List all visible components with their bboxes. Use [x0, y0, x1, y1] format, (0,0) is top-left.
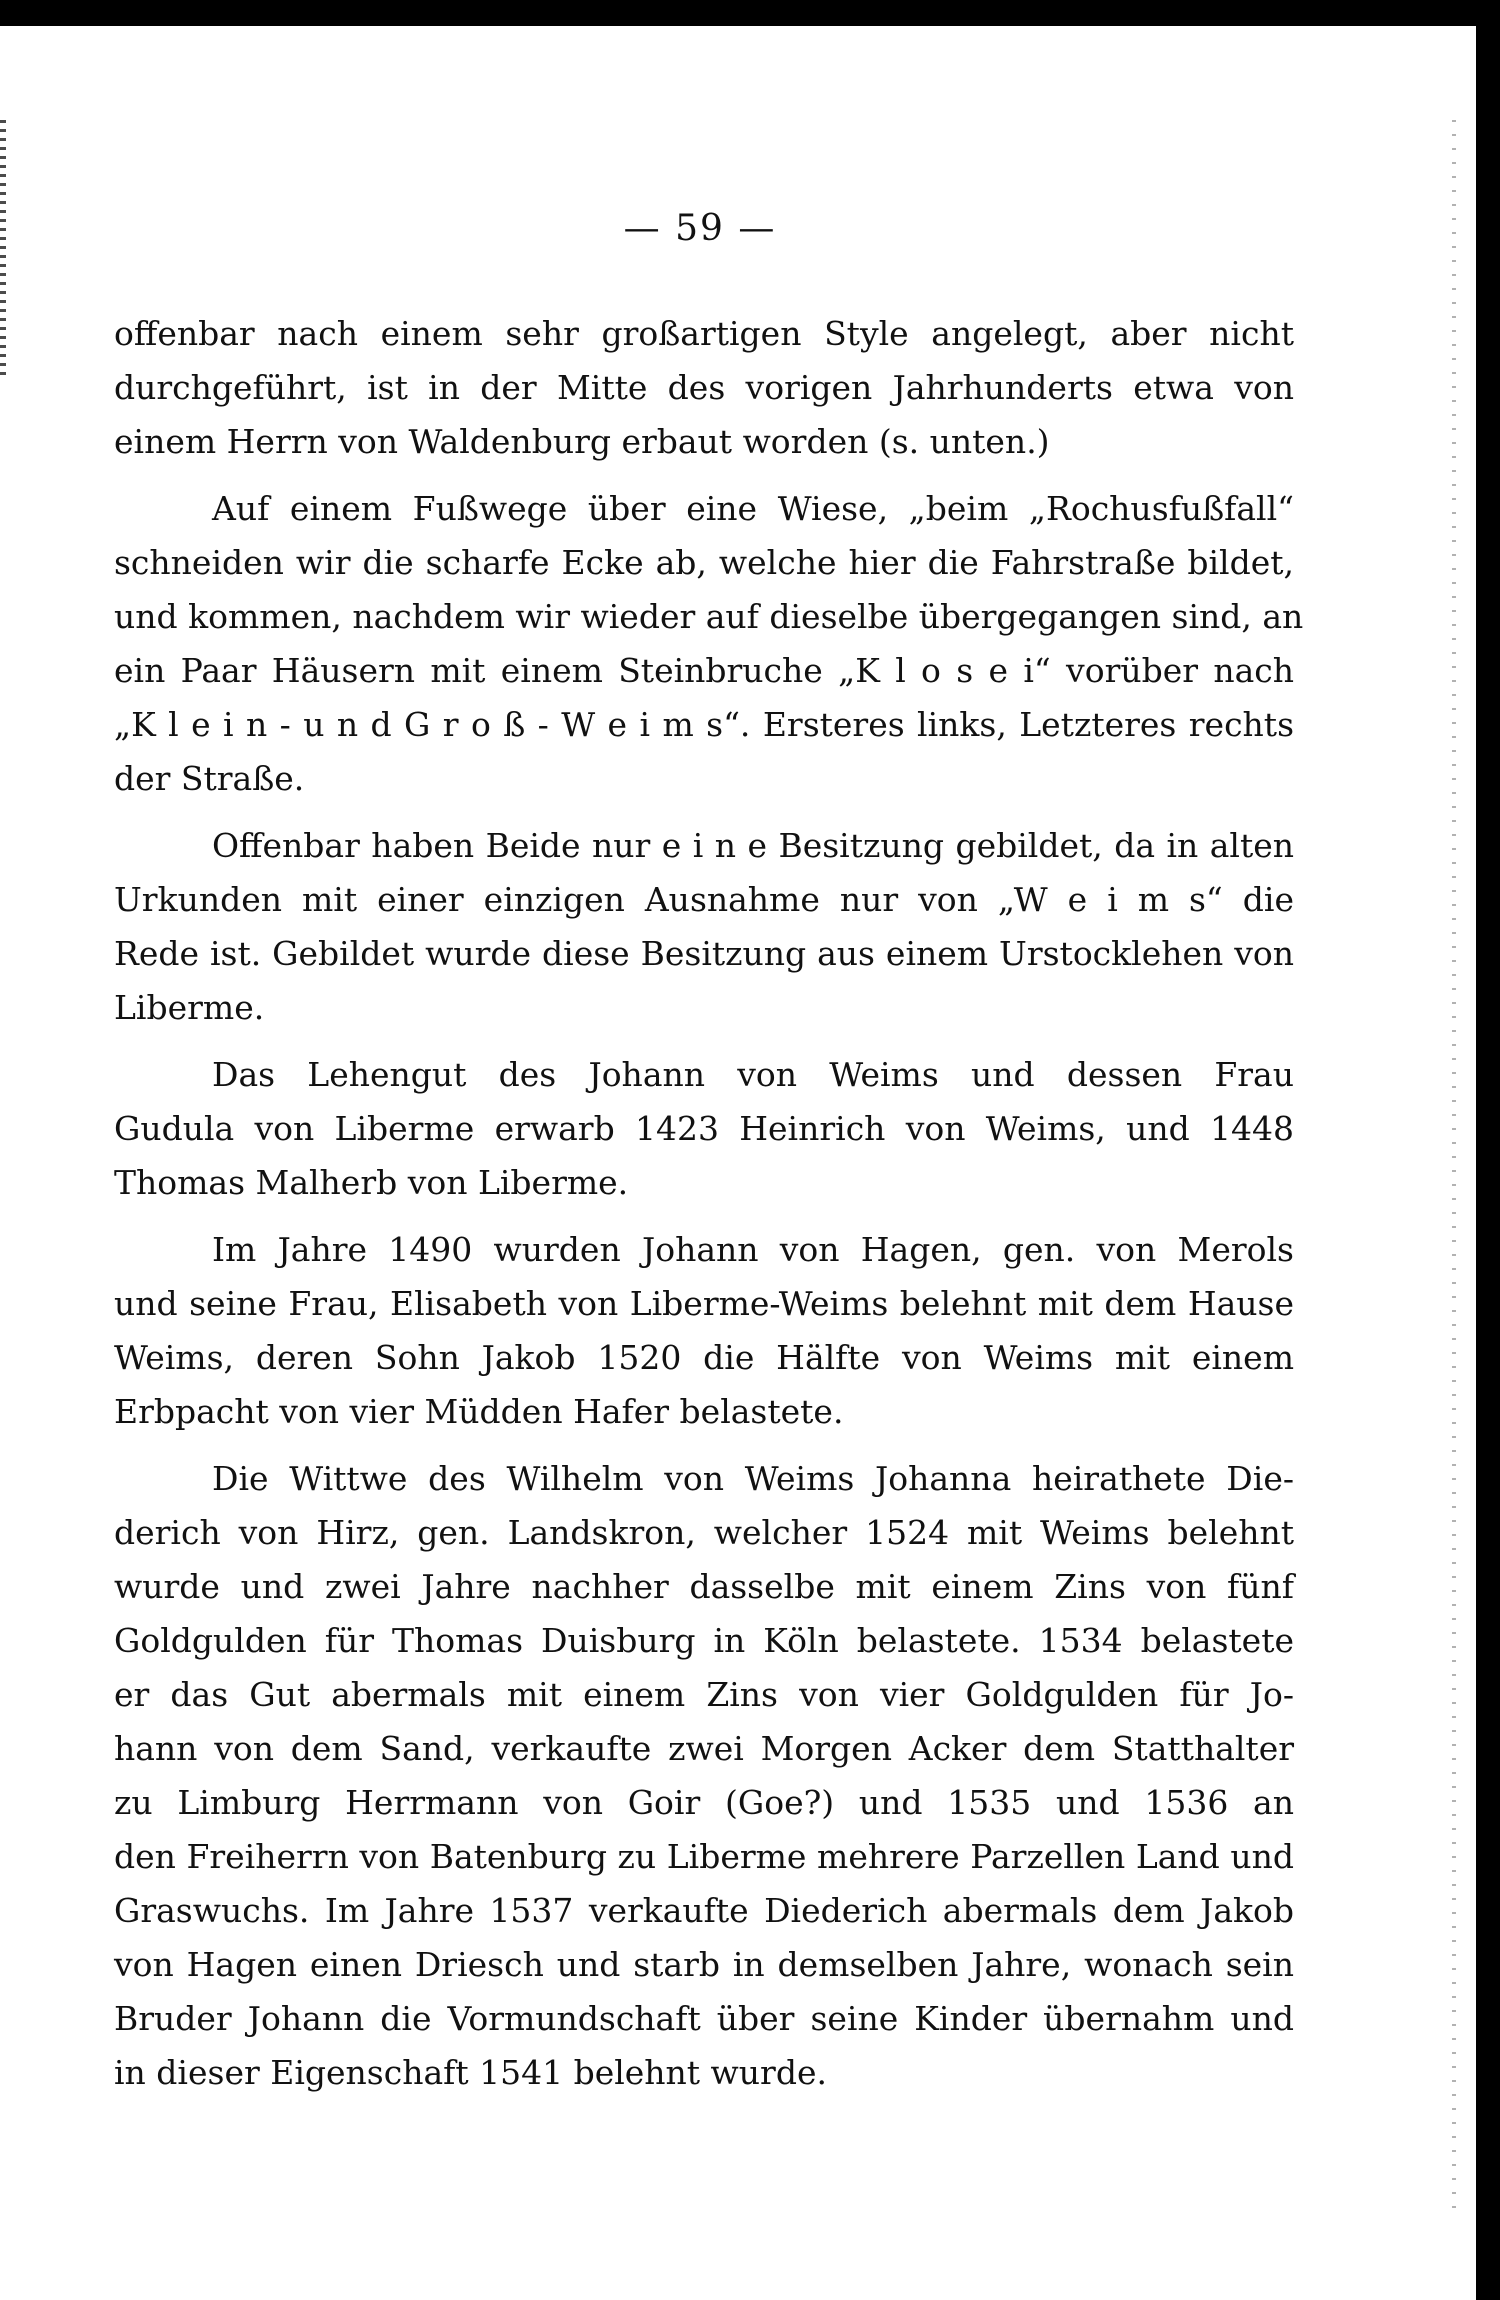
- text-line: Graswuchs. Im Jahre 1537 verkaufte Diederich abermals dem Jakob: [114, 1891, 1294, 1930]
- text-line: Auf einem Fußwege über eine Wiese, „beim „Rochusfußfall“: [212, 489, 1294, 528]
- scan-edge-marks-right: [1452, 120, 1456, 2220]
- text-line: Liberme.: [114, 988, 265, 1027]
- text-line: er das Gut abermals mit einem Zins von vier Goldgulden für Jo-: [114, 1675, 1294, 1714]
- text-line: zu Limburg Herrmann von Goir (Goe?) und 1535 und 1536 an: [114, 1783, 1294, 1822]
- body-text: [114, 307, 1304, 2100]
- text-line: in dieser Eigenschaft 1541 belehnt wurde.: [114, 2053, 827, 2092]
- text-line: und seine Frau, Elisabeth von Liberme-Weims belehnt mit dem Hause: [114, 1284, 1294, 1323]
- text-line: ein Paar Häusern mit einem Steinbruche „K l o s e i“ vorüber nach: [114, 651, 1294, 690]
- text-line: Offenbar haben Beide nur e i n e Besitzung gebildet, da in alten: [212, 826, 1294, 865]
- scan-edge-marks-left: [0, 120, 6, 380]
- text-line: Das Lehengut des Johann von Weims und dessen Frau: [212, 1055, 1294, 1094]
- paragraph: [114, 1223, 1294, 1439]
- text-line: Erbpacht von vier Müdden Hafer belastete.: [114, 1392, 844, 1431]
- text-line: Rede ist. Gebildet wurde diese Besitzung aus einem Urstocklehen von: [114, 934, 1294, 973]
- text-line: Die Wittwe des Wilhelm von Weims Johanna heirathete Die-: [212, 1459, 1294, 1498]
- text-line: Thomas Malherb von Liberme.: [114, 1163, 629, 1202]
- text-line: Bruder Johann die Vormundschaft über seine Kinder übernahm und: [114, 1999, 1294, 2038]
- text-line: hann von dem Sand, verkaufte zwei Morgen Acker dem Statthalter: [114, 1729, 1294, 1768]
- text-line: Goldgulden für Thomas Duisburg in Köln belastete. 1534 belastete: [114, 1621, 1294, 1660]
- text-line: Urkunden mit einer einzigen Ausnahme nur von „W e i m s“ die: [114, 880, 1294, 919]
- text-line: den Freiherrn von Batenburg zu Liberme mehrere Parzellen Land und: [114, 1837, 1294, 1876]
- text-line: Im Jahre 1490 wurden Johann von Hagen, gen. von Merols: [212, 1230, 1294, 1269]
- scan-border-right: [1476, 0, 1500, 2300]
- text-line: derich von Hirz, gen. Landskron, welcher 1524 mit Weims belehnt: [114, 1513, 1294, 1552]
- paragraph: [114, 1452, 1294, 2100]
- text-line: und kommen, nachdem wir wieder auf dieselbe übergegangen sind, an: [114, 597, 1304, 636]
- text-line: „K l e i n - u n d G r o ß - W e i m s“. Ersteres links, Letzteres rechts: [114, 705, 1294, 744]
- text-line: Weims, deren Sohn Jakob 1520 die Hälfte von Weims mit einem: [114, 1338, 1294, 1377]
- text-line: von Hagen einen Driesch und starb in demselben Jahre, wonach sein: [114, 1945, 1294, 1984]
- text-line: der Straße.: [114, 759, 305, 798]
- text-line: einem Herrn von Waldenburg erbaut worden (s. unten.): [114, 422, 1050, 461]
- paragraph: [114, 482, 1304, 806]
- text-line: offenbar nach einem sehr großartigen Style angelegt, aber nicht: [114, 314, 1294, 353]
- text-line: wurde und zwei Jahre nachher dasselbe mit einem Zins von fünf: [114, 1567, 1294, 1606]
- paragraph: [114, 307, 1294, 469]
- text-line: schneiden wir die scharfe Ecke ab, welche hier die Fahrstraße bildet,: [114, 543, 1294, 582]
- paragraph: [114, 1048, 1294, 1210]
- scan-border-top: [0, 0, 1500, 26]
- text-line: durchgeführt, ist in der Mitte des vorigen Jahrhunderts etwa von: [114, 368, 1294, 407]
- page-number: — 59 —: [623, 208, 777, 249]
- paragraph: [114, 819, 1294, 1035]
- text-line: Gudula von Liberme erwarb 1423 Heinrich von Weims, und 1448: [114, 1109, 1294, 1148]
